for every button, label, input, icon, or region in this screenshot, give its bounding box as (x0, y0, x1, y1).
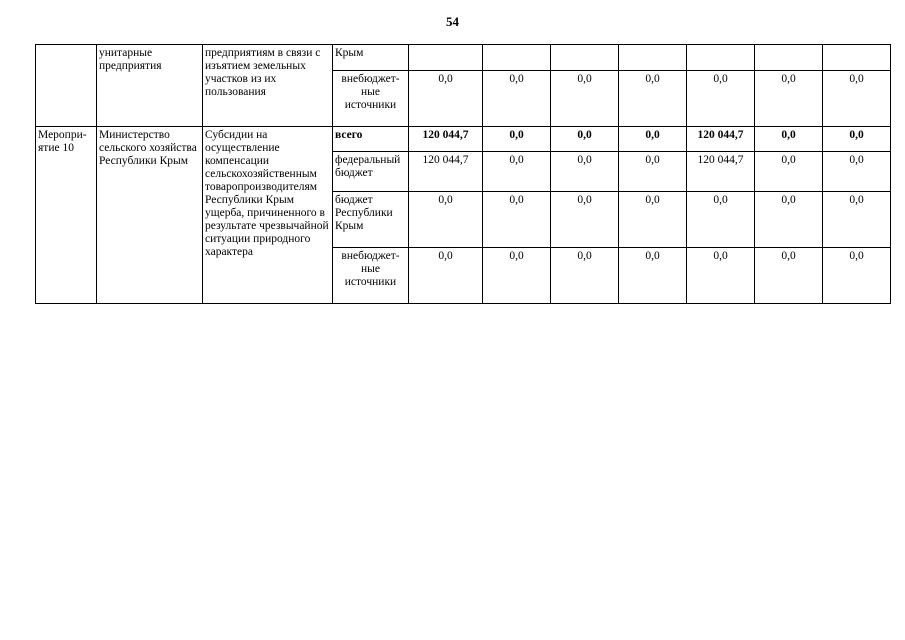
value-cell: 0,0 (619, 152, 687, 192)
source-cell: всего (333, 127, 409, 152)
value-cell (755, 45, 823, 71)
value-cell: 120 044,7 (409, 152, 483, 192)
value-cell: 0,0 (823, 71, 891, 127)
value-cell: 120 044,7 (409, 127, 483, 152)
description-cell: предприятиям в связи с изъятием земельных участков из их пользования (203, 45, 333, 127)
value-cell: 0,0 (755, 71, 823, 127)
value-cell: 0,0 (823, 127, 891, 152)
value-cell: 0,0 (619, 127, 687, 152)
value-cell (687, 45, 755, 71)
value-cell: 0,0 (823, 192, 891, 248)
measure-name-cell: Меропри-ятие 10 (36, 127, 97, 304)
value-cell: 0,0 (409, 71, 483, 127)
value-cell: 0,0 (619, 192, 687, 248)
value-cell: 0,0 (687, 71, 755, 127)
page-number: 54 (446, 14, 459, 29)
value-cell: 0,0 (483, 152, 551, 192)
value-cell (823, 45, 891, 71)
value-cell: 0,0 (687, 248, 755, 304)
value-cell: 0,0 (823, 152, 891, 192)
value-cell: 0,0 (551, 71, 619, 127)
value-cell (483, 45, 551, 71)
source-cell: внебюджет-ные источники (333, 71, 409, 127)
value-cell: 0,0 (551, 192, 619, 248)
table-row (36, 45, 891, 71)
value-cell: 0,0 (755, 127, 823, 152)
value-cell: 0,0 (755, 152, 823, 192)
executor-cell: Министерство сельского хозяйства Республики Крым (97, 127, 203, 304)
value-cell: 0,0 (823, 248, 891, 304)
source-cell: бюджет Республики Крым (333, 192, 409, 248)
value-cell: 0,0 (551, 152, 619, 192)
value-cell: 0,0 (483, 192, 551, 248)
description-cell: Субсидии на осуществление компенсации сельскохозяйственным товаропроизводителям Республики Крым ущерба, причиненного в результате чрезвычайной ситуации природного характера (203, 127, 333, 304)
value-cell: 0,0 (619, 71, 687, 127)
value-cell: 120 044,7 (687, 127, 755, 152)
value-cell: 0,0 (483, 127, 551, 152)
value-cell: 0,0 (409, 248, 483, 304)
value-cell: 0,0 (755, 248, 823, 304)
budget-table (35, 44, 891, 304)
value-cell: 120 044,7 (687, 152, 755, 192)
value-cell: 0,0 (483, 248, 551, 304)
value-cell: 0,0 (409, 192, 483, 248)
source-cell: Крым (333, 45, 409, 71)
value-cell: 0,0 (483, 71, 551, 127)
measure-name-cell (36, 45, 97, 127)
value-cell: 0,0 (551, 127, 619, 152)
table-row (36, 127, 891, 152)
source-cell: федеральный бюджет (333, 152, 409, 192)
value-cell: 0,0 (619, 248, 687, 304)
value-cell: 0,0 (755, 192, 823, 248)
source-cell: внебюджет-ные источники (333, 248, 409, 304)
executor-cell: унитарные предприятия (97, 45, 203, 127)
value-cell: 0,0 (551, 248, 619, 304)
value-cell (619, 45, 687, 71)
value-cell (551, 45, 619, 71)
value-cell (409, 45, 483, 71)
value-cell: 0,0 (687, 192, 755, 248)
